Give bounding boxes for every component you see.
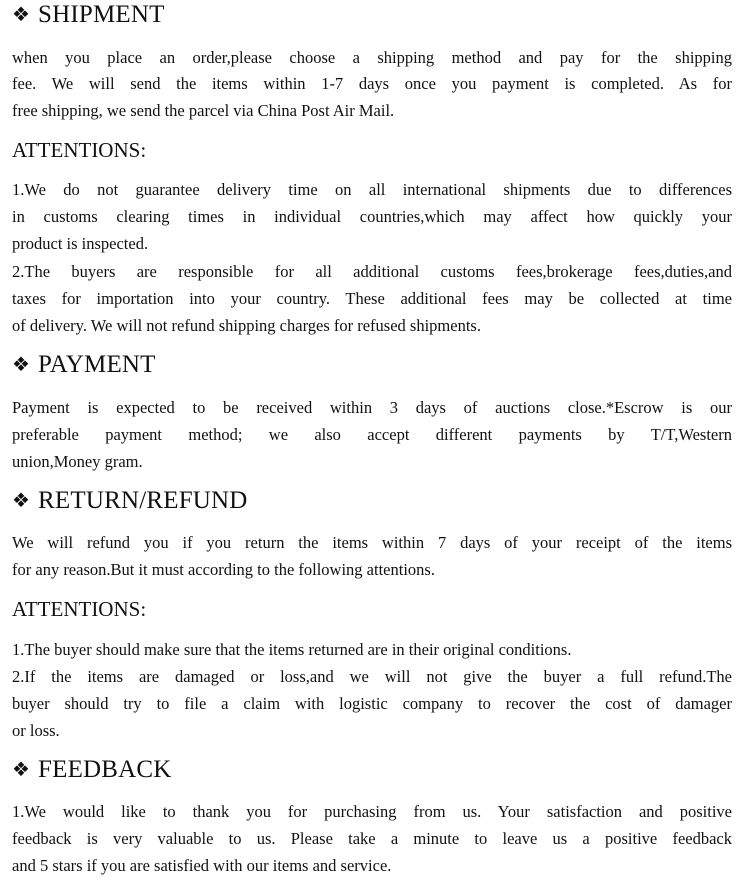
shipment-attentions-heading: ATTENTIONS:: [12, 138, 147, 162]
shipment-attention-line-2: in customs clearing times in individual countries,which may affect how quickly your: [12, 207, 732, 226]
shipment-attention-line-4: 2.The buyers are responsible for all additional customs fees,brokerage fees,duties,and: [12, 262, 732, 281]
return-attention-line-2: 2.If the items are damaged or loss,and we will not give the buyer a full refund.The: [12, 667, 732, 686]
payment-heading: [12, 350, 156, 380]
return-refund-line-1: We will refund you if you return the items within 7 days of your receipt of the items: [12, 533, 732, 552]
return-attentions-heading: ATTENTIONS:: [12, 597, 147, 621]
payment-line-1: Payment is expected to be received within 3 days of auctions close.*Escrow is our: [12, 398, 732, 417]
feedback-line-3: and 5 stars if you are satisfied with our items and service.: [12, 856, 392, 875]
payment-title: PAYMENT: [38, 351, 156, 378]
return-attention-line-4: or loss.: [12, 721, 60, 740]
feedback-title: FEEDBACK: [38, 756, 172, 783]
shipment-line-3: free shipping, we send the parcel via China Post Air Mail.: [12, 101, 395, 120]
shipment-attention-line-1: 1.We do not guarantee delivery time on all international shipments due to differences: [12, 180, 732, 199]
return-attention-line-3: buyer should try to file a claim with logistic company to recover the cost of damager: [12, 694, 732, 713]
shipment-attention-line-5: taxes for importation into your country. These additional fees may be collected at time: [12, 289, 732, 308]
payment-line-3: union,Money gram.: [12, 452, 143, 471]
shipment-line-2: fee. We will send the items within 1-7 days once you payment is completed. As for: [12, 74, 732, 93]
diamond-bullet-icon: ❖: [12, 490, 31, 512]
shipment-attention-line-6: of delivery. We will not refund shipping charges for refused shipments.: [12, 316, 481, 335]
shipment-heading: [12, 0, 165, 30]
return-refund-title: RETURN/REFUND: [38, 487, 248, 514]
return-refund-heading: [12, 486, 248, 516]
diamond-bullet-icon: ❖: [12, 4, 31, 26]
shipment-line-1: when you place an order,please choose a shipping method and pay for the shipping: [12, 48, 732, 67]
diamond-bullet-icon: ❖: [12, 759, 31, 781]
shipment-title: SHIPMENT: [38, 1, 165, 28]
feedback-line-1: 1.We would like to thank you for purchasing from us. Your satisfaction and positive: [12, 802, 732, 821]
return-attention-line-1: 1.The buyer should make sure that the items returned are in their original conditions.: [12, 640, 572, 659]
shipment-attention-line-3: product is inspected.: [12, 234, 149, 253]
diamond-bullet-icon: ❖: [12, 354, 31, 376]
return-refund-line-2: for any reason.But it must according to the following attentions.: [12, 560, 435, 579]
payment-line-2: preferable payment method; we also accept different payments by T/T,Western: [12, 425, 732, 444]
feedback-heading: [12, 755, 172, 785]
feedback-line-2: feedback is very valuable to us. Please take a minute to leave us a positive feedback: [12, 829, 732, 848]
